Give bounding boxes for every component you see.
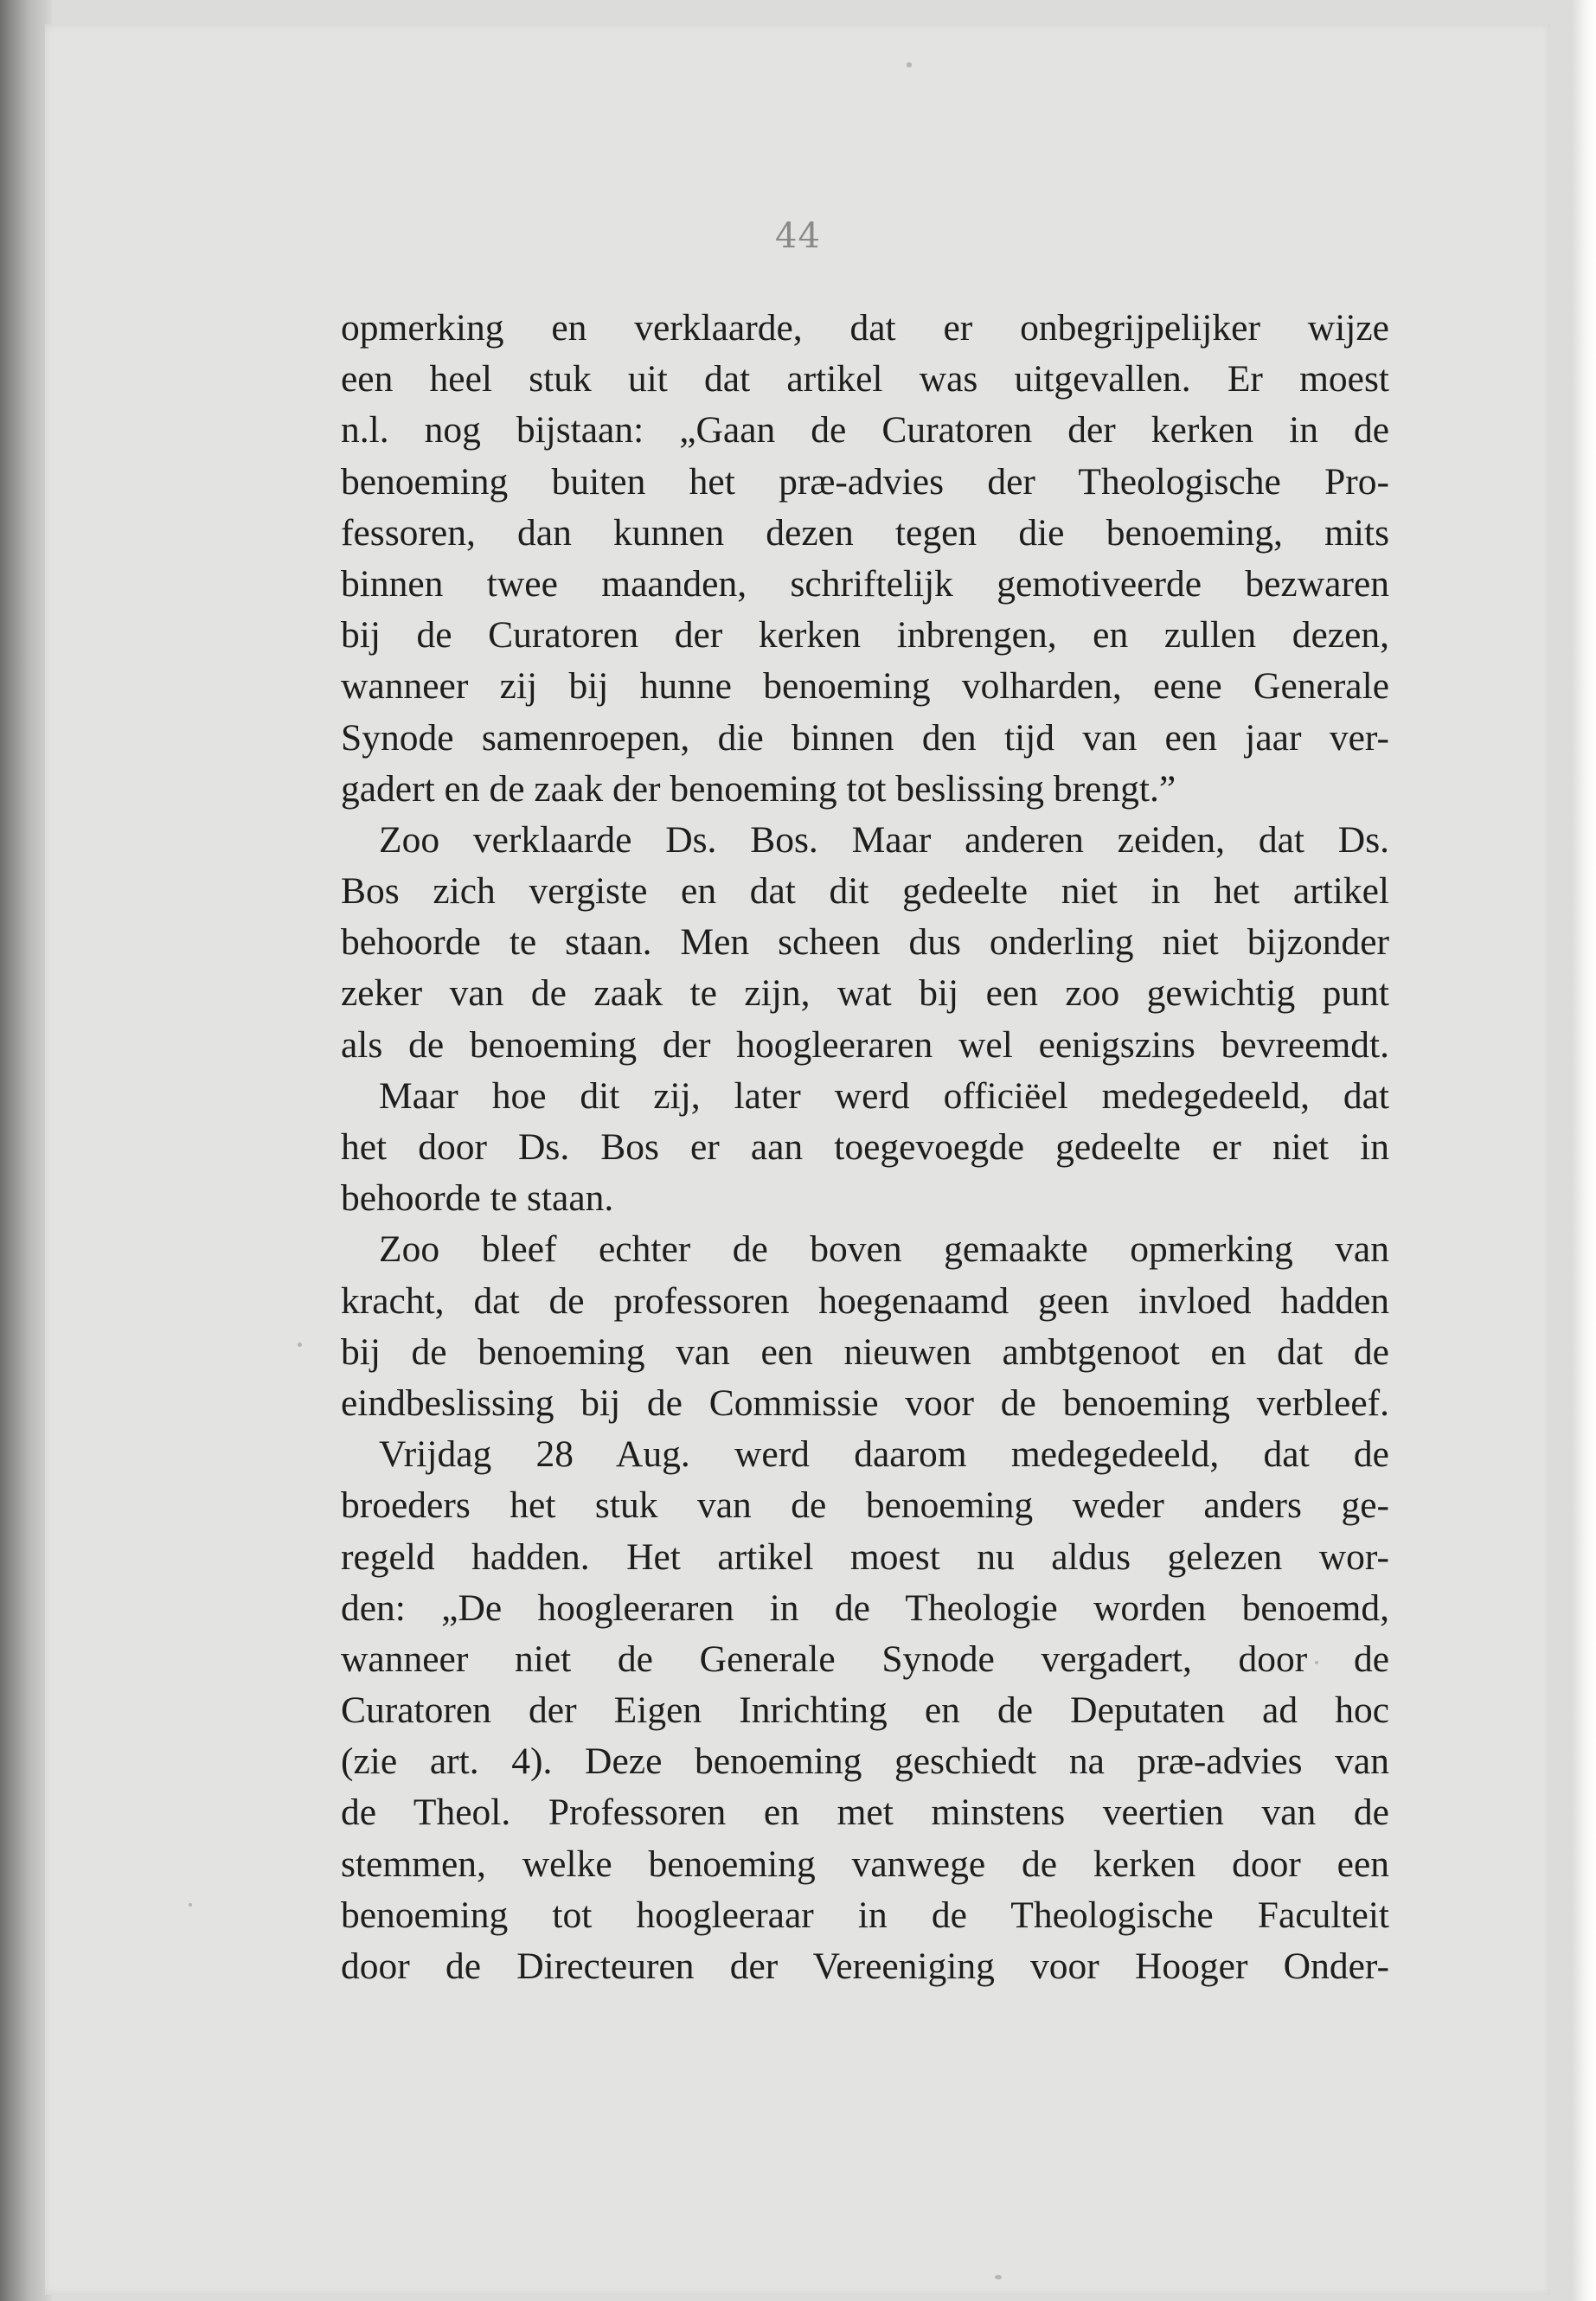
text-line: benoeming tot hoogleeraar in de Theologische Faculteit: [341, 1894, 1389, 1936]
binding-shadow: [0, 0, 52, 2301]
text-line: binnen twee maanden, schriftelijk gemotiveerde bezwaren: [341, 562, 1389, 605]
text-line: bij de Curatoren der kerken inbrengen, en zullen dezen,: [341, 614, 1389, 657]
text-line: n.l. nog bijstaan: „Gaan de Curatoren der kerken in de: [341, 409, 1389, 452]
text-line: opmerking en verklaarde, dat er onbegrijpelijker wijze: [341, 307, 1389, 349]
text-line: bij de benoeming van een nieuwen ambtgenoot en dat de: [341, 1330, 1389, 1373]
text-line: Curatoren der Eigen Inrichting en de Deputaten ad hoc: [341, 1689, 1389, 1732]
text-line: gadert en de zaak der benoeming tot beslissing brengt.”: [341, 767, 1176, 810]
text-line: door de Directeuren der Vereeniging voor Hooger Onder-: [341, 1945, 1389, 1987]
text-line: fessoren, dan kunnen dezen tegen die benoeming, mits: [341, 511, 1389, 554]
text-line: het door Ds. Bos er aan toegevoegde gedeelte er niet in: [341, 1126, 1389, 1168]
text-line: Maar hoe dit zij, later werd officiëel medegedeeld, dat: [379, 1074, 1389, 1117]
text-line: Bos zich vergiste en dat dit gedeelte niet in het artikel: [341, 870, 1389, 913]
text-line: Synode samenroepen, die binnen den tijd van een jaar ver-: [341, 716, 1389, 759]
text-line: broeders het stuk van de benoeming weder anders ge-: [341, 1484, 1389, 1527]
text-line: zeker van de zaak te zijn, wat bij een zoo gewichtig punt: [341, 972, 1389, 1015]
body-text: [341, 303, 1389, 1992]
text-line: Vrijdag 28 Aug. werd daarom medegedeeld, dat de: [379, 1433, 1389, 1476]
text-line: Zoo bleef echter de boven gemaakte opmerking van: [379, 1228, 1389, 1271]
speck: [995, 2275, 1002, 2279]
text-line: Zoo verklaarde Ds. Bos. Maar anderen zeiden, dat Ds.: [379, 818, 1389, 861]
text-line: de Theol. Professoren en met minstens veertien van de: [341, 1791, 1389, 1834]
text-line: wanneer niet de Generale Synode vergadert, door de: [341, 1638, 1389, 1680]
text-line: (zie art. 4). Deze benoeming geschiedt na præ-advies van: [341, 1740, 1389, 1783]
text-line: een heel stuk uit dat artikel was uitgevallen. Er moest: [341, 358, 1389, 401]
text-line: den: „De hoogleeraren in de Theologie worden benoemd,: [341, 1586, 1389, 1629]
speck: [907, 62, 912, 67]
text-line: behoorde te staan.: [341, 1177, 614, 1220]
speck: [298, 1343, 302, 1347]
text-line: kracht, dat de professoren hoegenaamd geen invloed hadden: [341, 1279, 1389, 1322]
text-line: behoorde te staan. Men scheen dus onderling niet bijzonder: [341, 921, 1389, 964]
text-line: regeld hadden. Het artikel moest nu aldus gelezen wor-: [341, 1535, 1389, 1578]
page-edge: [1572, 0, 1596, 2301]
speck: [189, 1903, 192, 1907]
text-line: stemmen, welke benoeming vanwege de kerken door een: [341, 1843, 1389, 1885]
text-line: eindbeslissing bij de Commissie voor de benoeming verbleef.: [341, 1381, 1389, 1424]
page-number: 44: [775, 216, 821, 256]
text-line: wanneer zij bij hunne benoeming volharden, eene Generale: [341, 665, 1389, 708]
text-line: als de benoeming der hoogleeraren wel eenigszins bevreemdt.: [341, 1023, 1389, 1066]
text-line: benoeming buiten het præ-advies der Theologische Pro-: [341, 460, 1389, 503]
